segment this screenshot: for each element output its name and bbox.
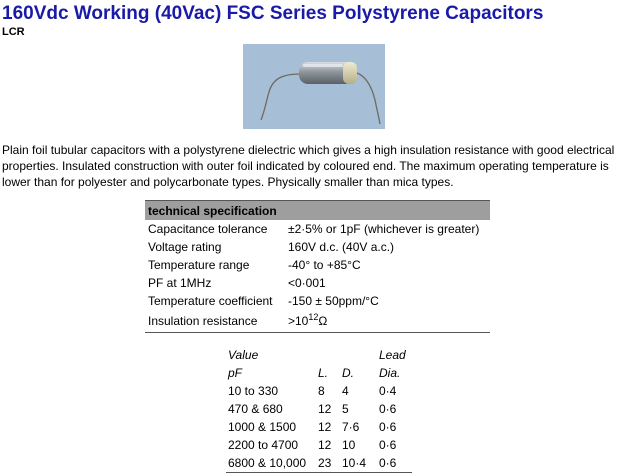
- spec-row: [145, 220, 490, 238]
- value-cell: 470 & 680: [228, 402, 283, 416]
- page-title: 160Vdc Working (40Vac) FSC Series Polystyrene Capacitors: [2, 3, 544, 24]
- spec-value: -40° to +85°C: [288, 258, 361, 272]
- values-header-row: [226, 364, 412, 382]
- lead-dia-cell: 0·6: [379, 438, 397, 452]
- lead-dia-cell: 0·6: [379, 402, 397, 416]
- spec-row: [145, 274, 490, 292]
- table-row: [226, 382, 412, 400]
- spec-label: Voltage rating: [148, 240, 222, 254]
- lead-dia-cell: 0·6: [377, 454, 412, 473]
- spec-value: 160V d.c. (40V a.c.): [288, 240, 395, 254]
- spec-label: PF at 1MHz: [148, 276, 212, 290]
- lead-dia-cell: 0·4: [379, 384, 397, 398]
- capacitor-icon: [243, 44, 385, 129]
- table-row: [226, 400, 412, 418]
- spec-heading: technical specification: [145, 201, 490, 221]
- length-cell: 23: [316, 454, 340, 473]
- diameter-cell: 5: [342, 402, 349, 416]
- header-cell: D.: [342, 366, 354, 380]
- length-cell: 12: [318, 438, 332, 452]
- product-description: Plain foil tubular capacitors with a polystyrene dielectric which gives a high insulation resistance with good electrical properties. Insulated construction with outer foil indicated by coloured end. The maximum operating temperature is lower than for polyester and polycarbonate types. Physically smaller than mica types.: [2, 143, 615, 189]
- diameter-cell: 10·4: [340, 454, 377, 473]
- spec-row: [145, 238, 490, 256]
- header-cell: [340, 346, 377, 364]
- length-cell: 12: [318, 420, 332, 434]
- brand-label: LCR: [2, 26, 25, 38]
- table-row: [226, 436, 412, 454]
- value-cell: 1000 & 1500: [228, 420, 297, 434]
- table-row: [226, 418, 412, 436]
- length-cell: 12: [318, 402, 332, 416]
- spec-value: -150 ± 50ppm/°C: [288, 294, 379, 308]
- spec-row: [145, 310, 490, 333]
- capacitor-photo: [243, 44, 385, 129]
- length-cell: 8: [318, 384, 325, 398]
- value-cell: 2200 to 4700: [228, 438, 299, 452]
- header-cell: Value: [228, 348, 259, 362]
- spec-row: [145, 256, 490, 274]
- values-table: [226, 346, 412, 473]
- spec-label: Temperature range: [148, 258, 250, 272]
- spec-value: ±2·5% or 1pF (whichever is greater): [288, 222, 480, 236]
- header-cell: L.: [318, 366, 329, 380]
- value-cell: 6800 & 10,000: [226, 454, 316, 473]
- table-row: [226, 454, 412, 473]
- spec-label: Temperature coefficient: [148, 294, 273, 308]
- header-cell: pF: [228, 366, 243, 380]
- spec-label: Insulation resistance: [145, 310, 285, 333]
- value-cell: 10 to 330: [228, 384, 279, 398]
- spec-value: <0·001: [288, 276, 326, 290]
- diameter-cell: 7·6: [342, 420, 360, 434]
- insulation-exponent: 12: [308, 312, 319, 322]
- diameter-cell: 10: [342, 438, 356, 452]
- spec-row: [145, 292, 490, 310]
- insulation-base: >10: [288, 314, 309, 328]
- spec-label: Capacitance tolerance: [148, 222, 268, 236]
- technical-spec-table: [145, 200, 490, 333]
- diameter-cell: 4: [342, 384, 349, 398]
- lead-dia-cell: 0·6: [379, 420, 397, 434]
- values-header-row: [226, 346, 412, 364]
- header-cell: Lead: [379, 348, 406, 362]
- header-cell: Dia.: [379, 366, 401, 380]
- header-cell: [316, 346, 340, 364]
- spec-value: [285, 310, 490, 333]
- insulation-unit: Ω: [318, 314, 328, 328]
